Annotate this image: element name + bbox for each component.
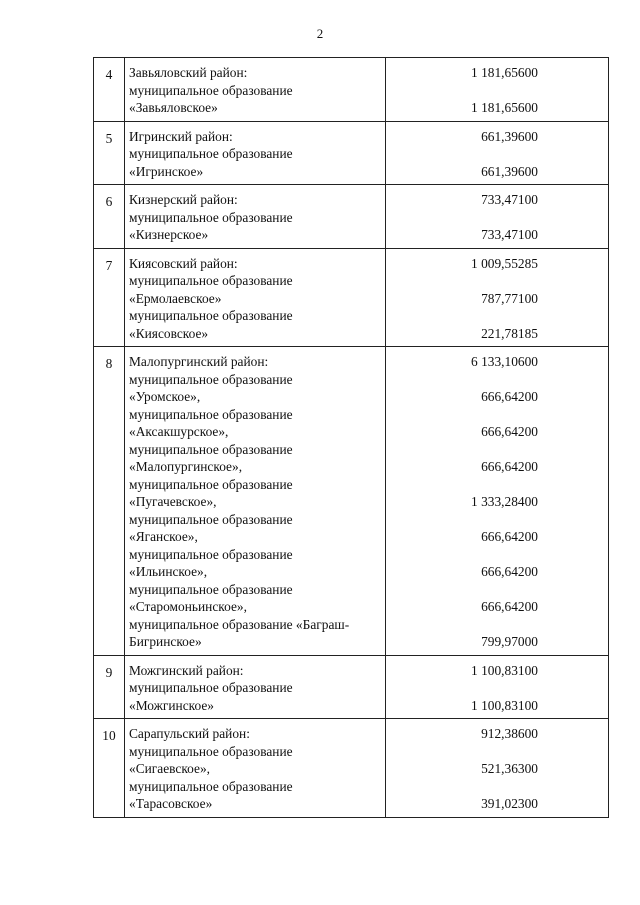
table-row: [94, 655, 609, 719]
table-row: [94, 347, 609, 656]
municipality-amount: 221,78185: [481, 325, 538, 341]
district-cell: [125, 185, 386, 249]
district-name: Сарапульский район:: [129, 726, 250, 741]
spacer: [386, 581, 608, 599]
municipality-label: «Ильинское»,: [129, 564, 208, 579]
municipality-label: «Аксакшурское»,: [129, 424, 229, 439]
municipality-label: муниципальное образование: [129, 273, 293, 288]
district-cell: [125, 58, 386, 122]
table-row: [94, 248, 609, 347]
municipality-amount: 391,02300: [481, 796, 538, 811]
municipality-label: муниципальное образование: [129, 209, 293, 225]
municipality-label: муниципальное образование: [129, 441, 293, 457]
district-total: 1 100,83100: [471, 662, 538, 678]
spacer: [386, 82, 608, 100]
district-cell: [125, 248, 386, 347]
table-body: [94, 58, 609, 818]
row-number: 4: [94, 58, 125, 122]
district-total: 1 181,65600: [471, 65, 538, 80]
municipality-label: «Игринское»: [129, 163, 204, 179]
municipality-label: муниципальное образование: [129, 680, 293, 695]
spacer: [386, 307, 608, 325]
municipality-label: «Завьяловское»: [129, 100, 218, 115]
municipality-label: муниципальное образование: [129, 546, 293, 562]
spacer: [386, 616, 608, 634]
municipality-label: муниципальное образование: [129, 476, 293, 492]
table-row: [94, 121, 609, 185]
spacer: [386, 209, 608, 227]
district-cell: [125, 719, 386, 818]
spacer: [386, 406, 608, 424]
district-cell: [125, 655, 386, 719]
table-row: [94, 719, 609, 818]
spacer: [386, 272, 608, 290]
row-number: 6: [94, 185, 125, 249]
municipality-amount: 733,47100: [481, 227, 538, 242]
municipality-amount: 666,64200: [481, 459, 538, 474]
municipality-amount: 666,64200: [481, 529, 538, 544]
municipality-label: муниципальное образование: [129, 82, 293, 98]
district-name: Можгинский район:: [129, 662, 244, 678]
district-total: 912,38600: [481, 726, 538, 741]
municipality-label: «Старомоньинское»,: [129, 599, 247, 614]
district-total: 733,47100: [481, 192, 538, 207]
district-total: 661,39600: [481, 128, 538, 144]
page-number: 2: [316, 26, 324, 41]
district-name: Кизнерский район:: [129, 192, 238, 207]
district-cell: [125, 347, 386, 656]
municipality-label: «Можгинское»: [129, 697, 214, 713]
spacer: [386, 371, 608, 389]
district-cell: [125, 121, 386, 185]
municipality-label: муниципальное образование: [129, 743, 293, 759]
district-name: Киясовский район:: [129, 255, 238, 271]
district-name: Малопургинский район:: [129, 354, 269, 369]
spacer: [386, 546, 608, 564]
municipality-label: муниципальное образование: [129, 146, 293, 161]
municipality-amount: 521,36300: [481, 761, 538, 776]
amount-cell: [386, 185, 609, 249]
municipality-amount: 799,97000: [481, 634, 538, 649]
municipality-amount: 666,64200: [481, 599, 538, 614]
allocation-table: [93, 57, 609, 818]
spacer: [386, 511, 608, 529]
municipality-label: муниципальное образование: [129, 371, 293, 387]
row-number: 8: [94, 347, 125, 656]
district-total: 6 133,10600: [471, 354, 538, 369]
municipality-label: «Тарасовское»: [129, 796, 213, 811]
municipality-amount: 661,39600: [481, 163, 538, 179]
municipality-label: «Киясовское»: [129, 325, 209, 341]
row-number: 5: [94, 121, 125, 185]
spacer: [386, 476, 608, 494]
municipality-amount: 1 100,83100: [471, 697, 538, 713]
municipality-label: муниципальное образование: [129, 308, 293, 323]
municipality-label: Бигринское»: [129, 634, 202, 649]
amount-cell: [386, 719, 609, 818]
municipality-label: муниципальное образование: [129, 778, 293, 794]
municipality-label: «Уромское»,: [129, 389, 201, 404]
municipality-amount: 666,64200: [481, 424, 538, 439]
municipality-label: «Сигаевское»,: [129, 761, 211, 776]
municipality-label: «Яганское»,: [129, 529, 198, 544]
row-number: 7: [94, 248, 125, 347]
table-row: [94, 185, 609, 249]
row-number: 10: [94, 719, 125, 818]
row-number: 9: [94, 655, 125, 719]
amount-cell: [386, 655, 609, 719]
municipality-label: «Малопургинское»,: [129, 459, 243, 474]
municipality-label: «Ермолаевское»: [129, 290, 222, 306]
municipality-amount: 1 333,28400: [471, 494, 538, 509]
spacer: [386, 743, 608, 761]
municipality-label: муниципальное образование «Баграш-: [129, 616, 350, 632]
amount-cell: [386, 248, 609, 347]
municipality-label: муниципальное образование: [129, 581, 293, 597]
municipality-label: «Кизнерское»: [129, 227, 209, 242]
district-name: Игринский район:: [129, 128, 233, 144]
amount-cell: [386, 347, 609, 656]
district-name: Завьяловский район:: [129, 65, 248, 80]
spacer: [386, 778, 608, 796]
municipality-amount: 787,77100: [481, 290, 538, 306]
spacer: [386, 441, 608, 459]
municipality-label: муниципальное образование: [129, 406, 293, 422]
municipality-amount: 666,64200: [481, 389, 538, 404]
district-total: 1 009,55285: [471, 255, 538, 271]
amount-cell: [386, 121, 609, 185]
municipality-label: «Пугачевское»,: [129, 494, 217, 509]
amount-cell: [386, 58, 609, 122]
table-row: [94, 58, 609, 122]
municipality-amount: 666,64200: [481, 564, 538, 579]
municipality-amount: 1 181,65600: [471, 100, 538, 115]
spacer: [386, 145, 608, 163]
municipality-label: муниципальное образование: [129, 511, 293, 527]
spacer: [386, 679, 608, 697]
